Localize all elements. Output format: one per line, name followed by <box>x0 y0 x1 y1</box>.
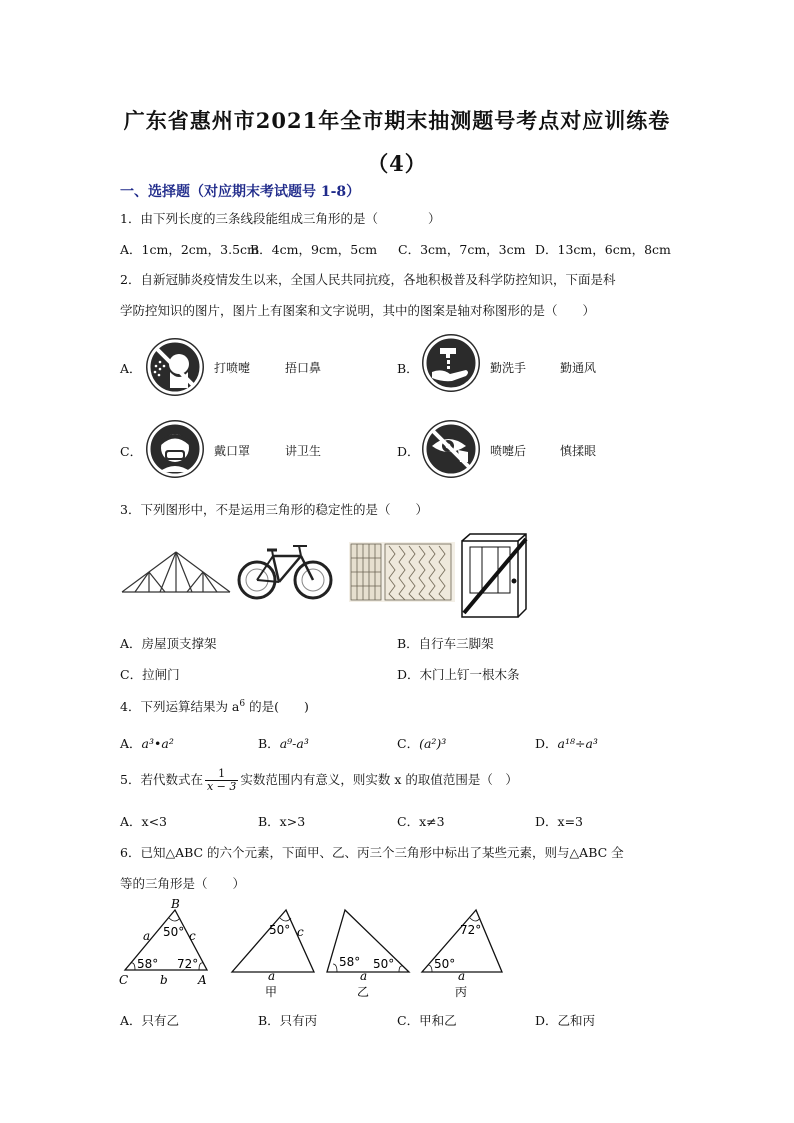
q4-option-a <box>120 734 174 752</box>
q2-option-a-text2: 捂口鼻 <box>285 361 322 375</box>
sneeze-prohibited-icon <box>146 338 204 396</box>
triangle-yi-figure <box>323 904 415 1000</box>
q3-option-d: D．木门上钉一根木条 <box>397 667 520 682</box>
bing-angle-left: 50° <box>434 957 456 971</box>
q4-option-c <box>397 734 446 752</box>
q2-stem-line2: 学防控知识的图片，图片上有图案和文字说明，其中的图案是轴对称图形的是（ ） <box>120 303 596 318</box>
q2-stem-line1: 2．自新冠肺炎疫情发生以来，全国人民共同抗疫，各地积极普及科学防控知识，下面是科 <box>120 272 616 287</box>
page-subtitle: （4） <box>367 151 427 176</box>
q3-option-b: B．自行车三脚架 <box>397 636 494 651</box>
q4-option-a-expr: a³•a² <box>141 736 174 751</box>
q6-option-d: D．乙和丙 <box>535 1013 596 1028</box>
q2-option-d-letter: D． <box>397 444 420 459</box>
hand-washing-icon <box>422 334 480 392</box>
q5-fraction-denominator: x − 3 <box>206 780 237 793</box>
q2-option-d-text2: 慎揉眼 <box>560 444 597 458</box>
q2-option-b-letter: B． <box>397 361 419 376</box>
q1-stem: 1．由下列长度的三条线段能组成三角形的是（ ） <box>120 211 441 226</box>
q5-stem <box>120 765 518 795</box>
abc-angle-a: 72° <box>177 957 199 971</box>
q4-option-a-label: A． <box>120 736 142 751</box>
q1-option-d: D．13cm，6cm，8cm <box>535 242 671 257</box>
q1-option-a: A．1cm，2cm，3.5cm <box>120 242 259 257</box>
q4-option-b <box>258 734 309 752</box>
page-title: 广东省惠州市2021年全市期末抽测题号考点对应训练卷 <box>123 108 671 133</box>
abc-angle-c: 58° <box>137 957 159 971</box>
abc-side-b: b <box>160 973 168 987</box>
triangle-jia-figure <box>228 904 318 1000</box>
jia-side-c: c <box>297 925 304 939</box>
q6-option-b: B．只有丙 <box>258 1013 318 1028</box>
collapsible-gate-figure <box>349 540 455 604</box>
triangle-bing-figure <box>418 904 508 1000</box>
q3-option-c: C．拉闸门 <box>120 667 180 682</box>
yi-name: 乙 <box>357 985 370 999</box>
q3-stem: 3．下列图形中，不是运用三角形的稳定性的是（ ） <box>120 502 428 517</box>
jia-side-a: a <box>268 969 276 983</box>
q4-option-b-label: B． <box>258 736 280 751</box>
q5-fraction <box>205 768 238 793</box>
q4-stem-prefix: 4．下列运算结果为 a <box>120 699 240 714</box>
q2-option-a-letter: A． <box>120 361 142 376</box>
bicycle-figure <box>237 540 333 602</box>
section-heading: 一、选择题（对应期末考试题号 1-8） <box>120 184 361 200</box>
abc-angle-b: 50° <box>163 925 185 939</box>
q2-option-b-text2: 勤通风 <box>560 361 597 375</box>
abc-vertex-c: C <box>119 973 129 987</box>
q5-option-a: A．x<3 <box>120 814 168 829</box>
triangle-jia-shape <box>232 910 314 972</box>
yi-angle-right: 50° <box>373 957 395 971</box>
jia-angle: 50° <box>269 923 291 937</box>
abc-vertex-b: B <box>171 897 180 911</box>
yi-angle-left: 58° <box>339 955 361 969</box>
wooden-door-figure <box>460 533 530 619</box>
q4-option-b-expr: a⁹-a³ <box>279 736 309 751</box>
q5-stem-prefix: 5．若代数式在 <box>120 772 203 787</box>
q2-option-d-text1: 喷嚏后 <box>490 444 527 458</box>
q4-stem <box>120 697 309 715</box>
q2-option-a-text1: 打喷嚏 <box>214 361 251 375</box>
bing-name: 丙 <box>455 985 468 999</box>
q6-stem-line2: 等的三角形是（ ） <box>120 876 246 891</box>
yi-side-a: a <box>360 969 368 983</box>
q1-option-c: C．3cm，7cm，3cm <box>398 242 526 257</box>
q4-option-c-label: C． <box>397 736 420 751</box>
q5-option-b: B．x>3 <box>258 814 306 829</box>
q4-option-d-expr: a¹⁸÷a³ <box>557 736 598 751</box>
bing-angle-top: 72° <box>460 923 482 937</box>
q5-fraction-numerator: 1 <box>205 768 238 781</box>
q5-option-d: D．x=3 <box>535 814 583 829</box>
q5-stem-suffix: 实数范围内有意义，则实数 x 的取值范围是（ ） <box>240 772 518 787</box>
abc-side-c: c <box>189 929 196 943</box>
roof-truss-figure <box>120 548 232 596</box>
bing-side-a: a <box>458 969 466 983</box>
q2-option-c-text2: 讲卫生 <box>285 444 322 458</box>
q3-option-a: A．房屋顶支撑架 <box>120 636 217 651</box>
q6-option-a: A．只有乙 <box>120 1013 180 1028</box>
abc-vertex-a: A <box>198 973 207 987</box>
q4-stem-exponent: 6 <box>239 698 246 709</box>
q2-option-c-letter: C． <box>120 444 143 459</box>
q6-stem-line1: 6．已知△ABC 的六个元素，下面甲、乙、丙三个三角形中标出了某些元素，则与△ABC 全 <box>120 845 624 860</box>
triangle-abc-figure <box>115 896 215 990</box>
q4-option-d <box>535 734 598 752</box>
q4-option-d-label: D． <box>535 736 558 751</box>
abc-side-a: a <box>143 929 151 943</box>
q1-option-b: B．4cm，9cm，5cm <box>250 242 378 257</box>
q6-option-c: C．甲和乙 <box>397 1013 457 1028</box>
no-eye-rubbing-icon <box>422 420 480 478</box>
q2-option-b-text1: 勤洗手 <box>490 361 527 375</box>
q4-stem-suffix: 的是( ) <box>245 699 309 714</box>
face-mask-icon <box>146 420 204 478</box>
jia-name: 甲 <box>265 985 278 999</box>
q4-option-c-expr: (a²)³ <box>419 736 447 751</box>
q2-option-c-text1: 戴口罩 <box>214 444 251 458</box>
q5-option-c: C．x≠3 <box>397 814 445 829</box>
